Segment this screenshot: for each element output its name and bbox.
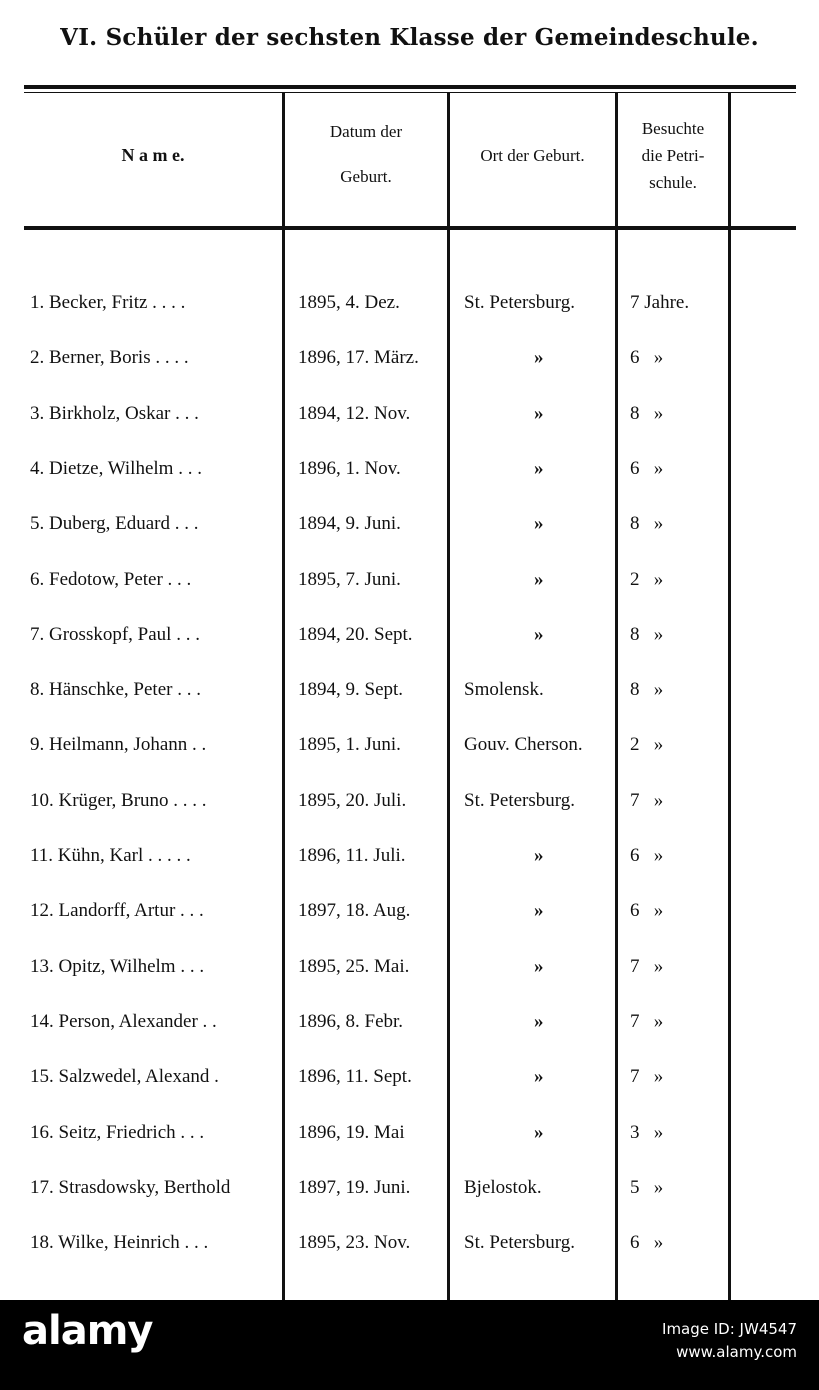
row-place: St. Petersburg. xyxy=(464,292,576,313)
row-years: 8 » xyxy=(630,513,664,535)
header-years-line2: die Petri- xyxy=(641,146,705,165)
header-rule xyxy=(24,226,796,230)
row-name: 8. Hänschke, Peter . . . xyxy=(30,679,201,701)
row-place: » xyxy=(534,347,544,369)
row-date: 1897, 19. Juni. xyxy=(298,1176,411,1198)
row-years: 5 » xyxy=(630,1176,664,1198)
image-id: Image ID: JW4547 xyxy=(662,1320,797,1338)
row-place: » xyxy=(534,402,544,424)
top-rule-thin xyxy=(24,92,796,93)
row-years: 7 » xyxy=(630,789,664,811)
table-row xyxy=(24,734,796,774)
row-name: 7. Grosskopf, Paul . . . xyxy=(30,623,200,645)
row-name: 1. Becker, Fritz . . . . xyxy=(30,292,186,313)
table-row xyxy=(24,956,796,996)
row-place: » xyxy=(534,955,544,977)
row-years: 2 » xyxy=(630,568,664,590)
row-place: » xyxy=(534,900,544,922)
row-name: 2. Berner, Boris . . . . xyxy=(30,347,189,369)
row-name: 10. Krüger, Bruno . . . . xyxy=(30,789,207,811)
header-place: Ort der Geburt. xyxy=(480,146,585,165)
table-row xyxy=(24,900,796,940)
row-name: 17. Strasdowsky, Berthold xyxy=(30,1176,231,1198)
row-date: 1895, 7. Juni. xyxy=(298,568,401,590)
header-name: N a m e. xyxy=(121,145,185,165)
row-date: 1896, 11. Sept. xyxy=(298,1066,412,1088)
table-row xyxy=(24,347,796,387)
row-place: » xyxy=(534,845,544,866)
row-years: 6 » xyxy=(630,347,664,369)
row-date: 1895, 25. Mai. xyxy=(298,955,410,977)
row-years: 6 » xyxy=(630,845,664,866)
row-date: 1896, 8. Febr. xyxy=(298,1010,404,1032)
row-date: 1895, 23. Nov. xyxy=(298,1232,411,1254)
table-row xyxy=(24,790,796,830)
header-years xyxy=(618,115,728,196)
table-row xyxy=(24,292,796,332)
top-rule xyxy=(24,85,796,89)
header-date-line2: Geburt. xyxy=(340,167,392,186)
row-date: 1894, 12. Nov. xyxy=(298,402,411,424)
table-row xyxy=(24,624,796,664)
row-years: 6 » xyxy=(630,1232,664,1254)
row-name: 11. Kühn, Karl . . . . . xyxy=(30,845,191,866)
row-name: 18. Wilke, Heinrich . . . xyxy=(30,1232,209,1254)
row-date: 1894, 9. Juni. xyxy=(298,513,401,535)
row-place: » xyxy=(534,513,544,535)
site-url: www.alamy.com xyxy=(676,1343,797,1361)
table-row xyxy=(24,513,796,553)
row-name: 13. Opitz, Wilhelm . . . xyxy=(30,955,205,977)
header-date xyxy=(285,118,447,190)
table-row xyxy=(24,458,796,498)
row-place: » xyxy=(534,457,544,479)
row-name: 14. Person, Alexander . . xyxy=(30,1010,217,1032)
row-years: 2 » xyxy=(630,734,664,756)
document-title: VI. Schüler der sechsten Klasse der Gemeindeschule. xyxy=(60,24,759,51)
row-date: 1895, 4. Dez. xyxy=(298,292,400,313)
row-date: 1896, 17. März. xyxy=(298,347,419,369)
row-years: 8 » xyxy=(630,679,664,701)
table-row xyxy=(24,1011,796,1051)
header-date-line1: Datum der xyxy=(329,122,403,141)
row-place: » xyxy=(534,1121,544,1143)
row-name: 15. Salzwedel, Alexand . xyxy=(30,1066,219,1088)
row-name: 16. Seitz, Friedrich . . . xyxy=(30,1121,205,1143)
row-date: 1896, 11. Juli. xyxy=(298,845,406,866)
row-years: 6 » xyxy=(630,457,664,479)
table-row xyxy=(24,1066,796,1106)
row-name: 3. Birkholz, Oskar . . . xyxy=(30,402,199,424)
table-row xyxy=(24,1177,796,1217)
row-years: 7 » xyxy=(630,1066,664,1088)
row-name: 12. Landorff, Artur . . . xyxy=(30,900,204,922)
row-place: » xyxy=(534,568,544,590)
row-place: St. Petersburg. xyxy=(464,1232,576,1254)
row-name: 9. Heilmann, Johann . . xyxy=(30,734,207,756)
table-row xyxy=(24,679,796,719)
row-place: St. Petersburg. xyxy=(464,789,576,811)
row-name: 4. Dietze, Wilhelm . . . xyxy=(30,457,202,479)
row-date: 1895, 20. Juli. xyxy=(298,789,407,811)
row-place: Smolensk. xyxy=(464,679,544,701)
row-years: 3 » xyxy=(630,1121,664,1143)
table-row xyxy=(24,569,796,609)
brand-logo: alamy xyxy=(22,1308,153,1354)
row-place: Gouv. Cherson. xyxy=(464,734,583,756)
row-years: 7 Jahre. xyxy=(630,292,690,313)
table-row xyxy=(24,403,796,443)
row-years: 6 » xyxy=(630,900,664,922)
row-date: 1894, 9. Sept. xyxy=(298,679,404,701)
row-place: » xyxy=(534,623,544,645)
row-date: 1896, 1. Nov. xyxy=(298,457,401,479)
row-name: 6. Fedotow, Peter . . . xyxy=(30,568,192,590)
row-place: Bjelostok. xyxy=(464,1176,542,1198)
row-date: 1894, 20. Sept. xyxy=(298,623,413,645)
table-row xyxy=(24,845,796,885)
row-years: 7 » xyxy=(630,1010,664,1032)
row-years: 8 » xyxy=(630,623,664,645)
table-row xyxy=(24,1122,796,1162)
row-date: 1897, 18. Aug. xyxy=(298,900,411,922)
header-years-line1: Besuchte xyxy=(641,119,705,138)
row-date: 1895, 1. Juni. xyxy=(298,734,401,756)
row-years: 7 » xyxy=(630,955,664,977)
table-row xyxy=(24,1232,796,1272)
row-place: » xyxy=(534,1066,544,1088)
row-place: » xyxy=(534,1010,544,1032)
row-years: 8 » xyxy=(630,402,664,424)
header-years-line3: schule. xyxy=(649,173,697,192)
image-info xyxy=(662,1318,797,1364)
row-name: 5. Duberg, Eduard . . . xyxy=(30,513,199,535)
row-date: 1896, 19. Mai xyxy=(298,1121,405,1143)
